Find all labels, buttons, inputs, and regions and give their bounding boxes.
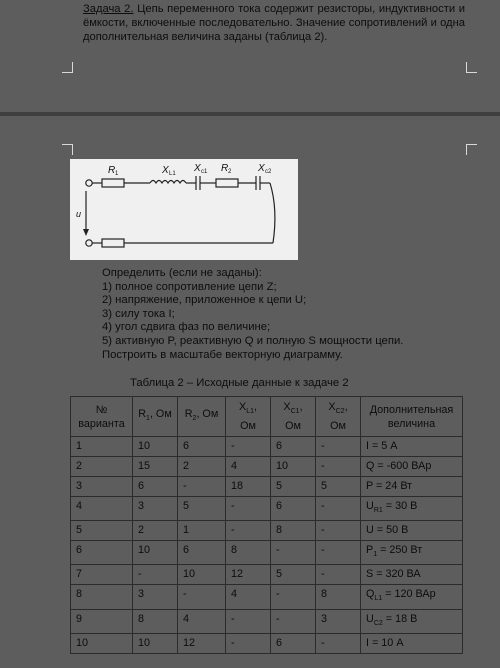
table-row: [71, 437, 463, 457]
table-cell: U = 50 В: [361, 521, 463, 541]
table-cell: -: [226, 609, 271, 633]
table-cell: -: [226, 497, 271, 521]
table-cell: 6: [271, 497, 316, 521]
table-cell: -: [271, 541, 316, 565]
header-additional: Дополнительная величина: [361, 397, 463, 437]
table-cell: $P_1 = 250$ Вт: [361, 541, 463, 565]
table-row: [71, 457, 463, 477]
questions-block: [102, 267, 442, 362]
questions-heading: Определить (если не заданы):: [102, 267, 262, 279]
table-cell: 5: [178, 497, 226, 521]
label-r1: R: [108, 165, 116, 176]
table-cell: -: [178, 585, 226, 609]
table-cell: 8: [316, 585, 361, 609]
table-cell: 5: [271, 477, 316, 497]
terminal-top: [86, 180, 92, 186]
table-cell: 1: [71, 437, 133, 457]
header-r1: $R_1$, Ом: [133, 397, 178, 437]
table-cell: -: [316, 457, 361, 477]
table-cell: 2: [178, 457, 226, 477]
table-cell: 4: [226, 585, 271, 609]
question-item: Построить в масштабе векторную диаграмму.: [102, 348, 343, 361]
table-cell: Q = -600 ВАр: [361, 457, 463, 477]
table-cell: $U_{R1} = 30$ В: [361, 497, 463, 521]
table-cell: 8: [133, 609, 178, 633]
table-cell: 4: [178, 609, 226, 633]
table-cell: 6: [71, 541, 133, 565]
label-xl1-sub: L1: [169, 171, 176, 177]
table-cell: 3: [133, 497, 178, 521]
table-cell: 5: [71, 521, 133, 541]
table-row: [71, 585, 463, 609]
header-xc1: $X_{C1}$, Ом: [271, 397, 316, 437]
resistor-r1: [102, 179, 124, 187]
table-cell: 7: [71, 565, 133, 585]
table-cell: 10: [71, 633, 133, 653]
question-item: 2) напряжение, приложенное к цепи U;: [102, 294, 307, 307]
table-cell: S = 320 ВА: [361, 565, 463, 585]
header-xc2: $X_{C2}$, Ом: [316, 397, 361, 437]
table-cell: 10: [271, 457, 316, 477]
table-cell: -: [316, 541, 361, 565]
table-cell: 6: [178, 541, 226, 565]
task-statement: [83, 2, 465, 44]
table-cell: 10: [133, 437, 178, 457]
page-corner-mark: [62, 144, 73, 155]
table-cell: I = 5 А: [361, 437, 463, 457]
table-cell: -: [133, 565, 178, 585]
circuit-diagram: [70, 159, 298, 260]
table-title: Таблица 2 – Исходные данные к задаче 2: [130, 377, 349, 389]
task-body: Цепь переменного тока содержит резисторы, индуктивности и ёмкости, включенные последовательно. Значение сопротивлений и одна дополнительная величина заданы (таблица 2).: [83, 3, 465, 43]
table-row: [71, 541, 463, 565]
table-cell: 10: [178, 565, 226, 585]
header-xl1: $X_{L1}$, Ом: [226, 397, 271, 437]
data-table: [70, 396, 463, 654]
table-cell: P = 24 Вт: [361, 477, 463, 497]
table-cell: 6: [133, 477, 178, 497]
page-bottom: [0, 116, 500, 668]
table-row: [71, 609, 463, 633]
table-cell: 5: [271, 565, 316, 585]
table-cell: -: [271, 609, 316, 633]
table-cell: 4: [226, 457, 271, 477]
page-corner-mark: [466, 144, 477, 155]
label-xl1: X: [162, 165, 169, 176]
table-cell: 10: [133, 541, 178, 565]
page-corner-mark: [466, 62, 477, 73]
table-cell: 2: [71, 457, 133, 477]
label-xc1-sub: c1: [201, 169, 208, 175]
table-cell: 12: [178, 633, 226, 653]
header-r2: $R_2$, Ом: [178, 397, 226, 437]
table-cell: 9: [71, 609, 133, 633]
table-cell: $U_{C2} = 18$ В: [361, 609, 463, 633]
question-item: 4) угол сдвига фаз по величине;: [102, 321, 271, 334]
label-r1-sub: 1: [115, 171, 119, 177]
table-cell: -: [316, 521, 361, 541]
task-number: Задача 2.: [83, 3, 134, 15]
table-cell: 1: [178, 521, 226, 541]
table-cell: 4: [71, 497, 133, 521]
table-cell: 3: [133, 585, 178, 609]
table-cell: -: [271, 585, 316, 609]
table-cell: $Q_{L1} = 120$ ВАр: [361, 585, 463, 609]
table-cell: 6: [178, 437, 226, 457]
table-cell: 5: [316, 477, 361, 497]
label-r2: R: [221, 163, 229, 174]
inductor-xl1: [150, 181, 186, 184]
table-row: [71, 477, 463, 497]
table-cell: 6: [271, 437, 316, 457]
resistor-r2: [216, 179, 238, 187]
table-cell: -: [226, 437, 271, 457]
table-cell: 10: [133, 633, 178, 653]
label-u: u: [76, 209, 82, 219]
table-cell: 8: [271, 521, 316, 541]
table-cell: -: [178, 477, 226, 497]
resistor-bottom: [102, 239, 124, 247]
terminal-bottom: [86, 240, 92, 246]
label-xc1: X: [194, 163, 201, 174]
page-corner-mark: [62, 62, 73, 73]
table-row: [71, 521, 463, 541]
table-cell: 15: [133, 457, 178, 477]
question-item: 3) силу тока I;: [102, 307, 175, 320]
table-cell: 12: [226, 565, 271, 585]
table-cell: 8: [71, 585, 133, 609]
table-header-row: [71, 397, 463, 437]
table-row: [71, 497, 463, 521]
header-variant: № варианта: [71, 397, 133, 437]
table-row: [71, 565, 463, 585]
table-cell: -: [316, 497, 361, 521]
page-top: [0, 0, 500, 112]
table-cell: -: [226, 521, 271, 541]
circuit-schematic: [70, 159, 298, 260]
table-cell: 6: [271, 633, 316, 653]
table-cell: 3: [316, 609, 361, 633]
table-row: [71, 633, 463, 653]
table-cell: -: [226, 633, 271, 653]
label-xc2-sub: c2: [265, 169, 272, 175]
table-cell: I = 10 А: [361, 633, 463, 653]
table-cell: -: [316, 565, 361, 585]
table-cell: 8: [226, 541, 271, 565]
table-cell: -: [316, 437, 361, 457]
question-item: 1) полное сопротивление цепи Z;: [102, 280, 277, 293]
table-cell: 18: [226, 477, 271, 497]
table-cell: 3: [71, 477, 133, 497]
table-cell: -: [316, 633, 361, 653]
label-xc2: X: [258, 163, 265, 174]
label-r2-sub: 2: [228, 169, 232, 175]
table-cell: 2: [133, 521, 178, 541]
question-item: 5) активную P, реактивную Q и полную S мощности цепи.: [102, 334, 404, 347]
